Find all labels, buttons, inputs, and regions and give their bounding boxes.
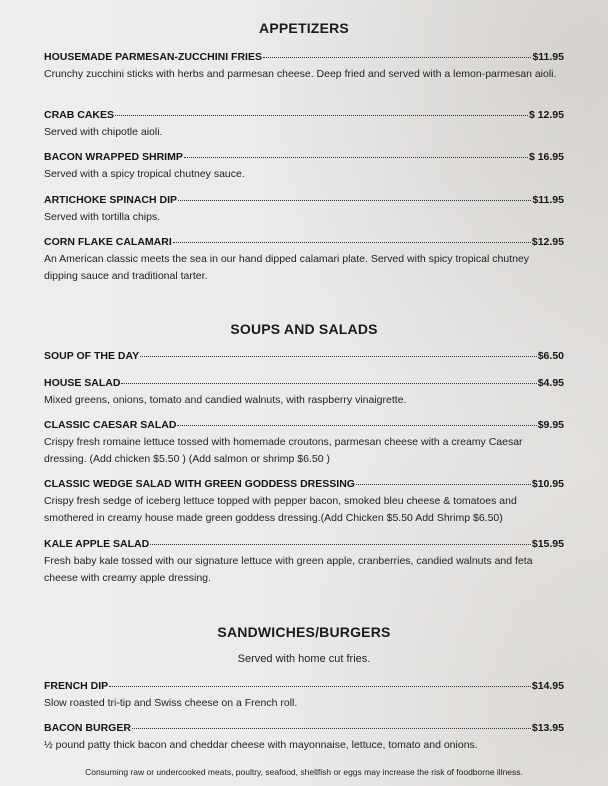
leader-dots [132,727,531,729]
item-name: BACON BURGER [44,722,131,734]
menu-item [44,109,564,141]
menu-item [44,538,564,586]
item-name: SOUP OF THE DAY [44,350,140,362]
menu-item [44,236,564,284]
item-description: An American classic meets the sea in our hand dipped calamari plate. Served with spicy tropical chutney dipping sauce and traditional tarter. [44,253,529,282]
item-price: $11.95 [532,194,564,206]
item-name: CLASSIC WEDGE SALAD WITH GREEN GODDESS DRESSING [44,478,355,490]
item-price: $ 16.95 [528,151,564,163]
leader-dots [263,56,531,58]
item-name: BACON WRAPPED SHRIMP [44,151,183,163]
item-description: Fresh baby kale tossed with our signature lettuce with green apple, cranberries, candied walnuts and feta cheese with creamy apple dressing. [44,555,533,584]
menu-item [44,419,564,467]
item-description: Served with a spicy tropical chutney sauce. [44,168,245,180]
leader-dots [173,241,531,243]
leader-dots [178,199,531,201]
menu-item [44,478,564,526]
item-description: Served with tortilla chips. [44,211,161,223]
item-price: $9.95 [537,419,564,431]
menu-item [44,194,564,226]
section-subtitle: Served with home cut fries. [237,653,371,665]
menu-item [44,51,564,83]
item-name: FRENCH DIP [44,680,109,692]
item-price: $10.95 [531,478,564,490]
item-name: CORN FLAKE CALAMARI [44,236,172,248]
leader-dots [356,483,531,485]
menu-item [44,722,564,754]
leader-dots [177,424,536,426]
item-description: Crispy fresh romaine lettuce tossed with homemade croutons, parmesan cheese with a creamy Caesar dressing. (Add chicken $5.50 ) (Add salmon or shrimp $6.50 ) [44,436,523,465]
leader-dots [115,114,528,116]
menu-item [44,680,564,712]
item-description: ½ pound patty thick bacon and cheddar cheese with mayonnaise, lettuce, tomato and onions. [44,739,478,751]
item-description: Slow roasted tri-tip and Swiss cheese on a French roll. [44,697,298,709]
item-name: HOUSEMADE PARMESAN-ZUCCHINI FRIES [44,51,262,63]
menu-item [44,350,564,362]
foodborne-illness-disclaimer: Consuming raw or undercooked meats, poultry, seafood, shellfish or eggs may increase the risk of foodborne illness. [85,767,523,777]
item-description: Served with chipotle aioli. [44,126,163,138]
item-description: Crunchy zucchini sticks with herbs and parmesan cheese. Deep fried and served with a lemon-parmesan aioli. [44,68,557,80]
item-price: $13.95 [531,722,564,734]
item-price: $ 12.95 [528,109,564,121]
leader-dots [121,382,536,384]
item-description: Crispy fresh sedge of iceberg lettuce topped with pepper bacon, smoked bleu cheese & tomatoes and smothered in creamy house made green goddess dressing.(Add Chicken $5.50 Add Shrimp $6.50) [44,495,517,524]
section-title-sandwiches-burgers: SANDWICHES/BURGERS [217,624,391,640]
section-title-soups-salads: SOUPS AND SALADS [230,321,378,337]
item-name: KALE APPLE SALAD [44,538,150,550]
section-title-appetizers: APPETIZERS [259,20,349,36]
leader-dots [109,685,531,687]
leader-dots [150,543,531,545]
menu-item [44,377,564,409]
item-price: $15.95 [531,538,564,550]
leader-dots [184,156,528,158]
item-price: $4.95 [537,377,564,389]
menu-item [44,151,564,183]
leader-dots [140,355,537,357]
item-price: $12.95 [531,236,564,248]
item-name: HOUSE SALAD [44,377,121,389]
item-name: ARTICHOKE SPINACH DIP [44,194,178,206]
item-price: $14.95 [531,680,564,692]
item-name: CRAB CAKES [44,109,115,121]
item-price: $6.50 [537,350,564,362]
item-name: CLASSIC CAESAR SALAD [44,419,177,431]
item-description: Mixed greens, onions, tomato and candied walnuts, with raspberry vinaigrette. [44,394,407,406]
item-price: $11.95 [532,51,564,63]
